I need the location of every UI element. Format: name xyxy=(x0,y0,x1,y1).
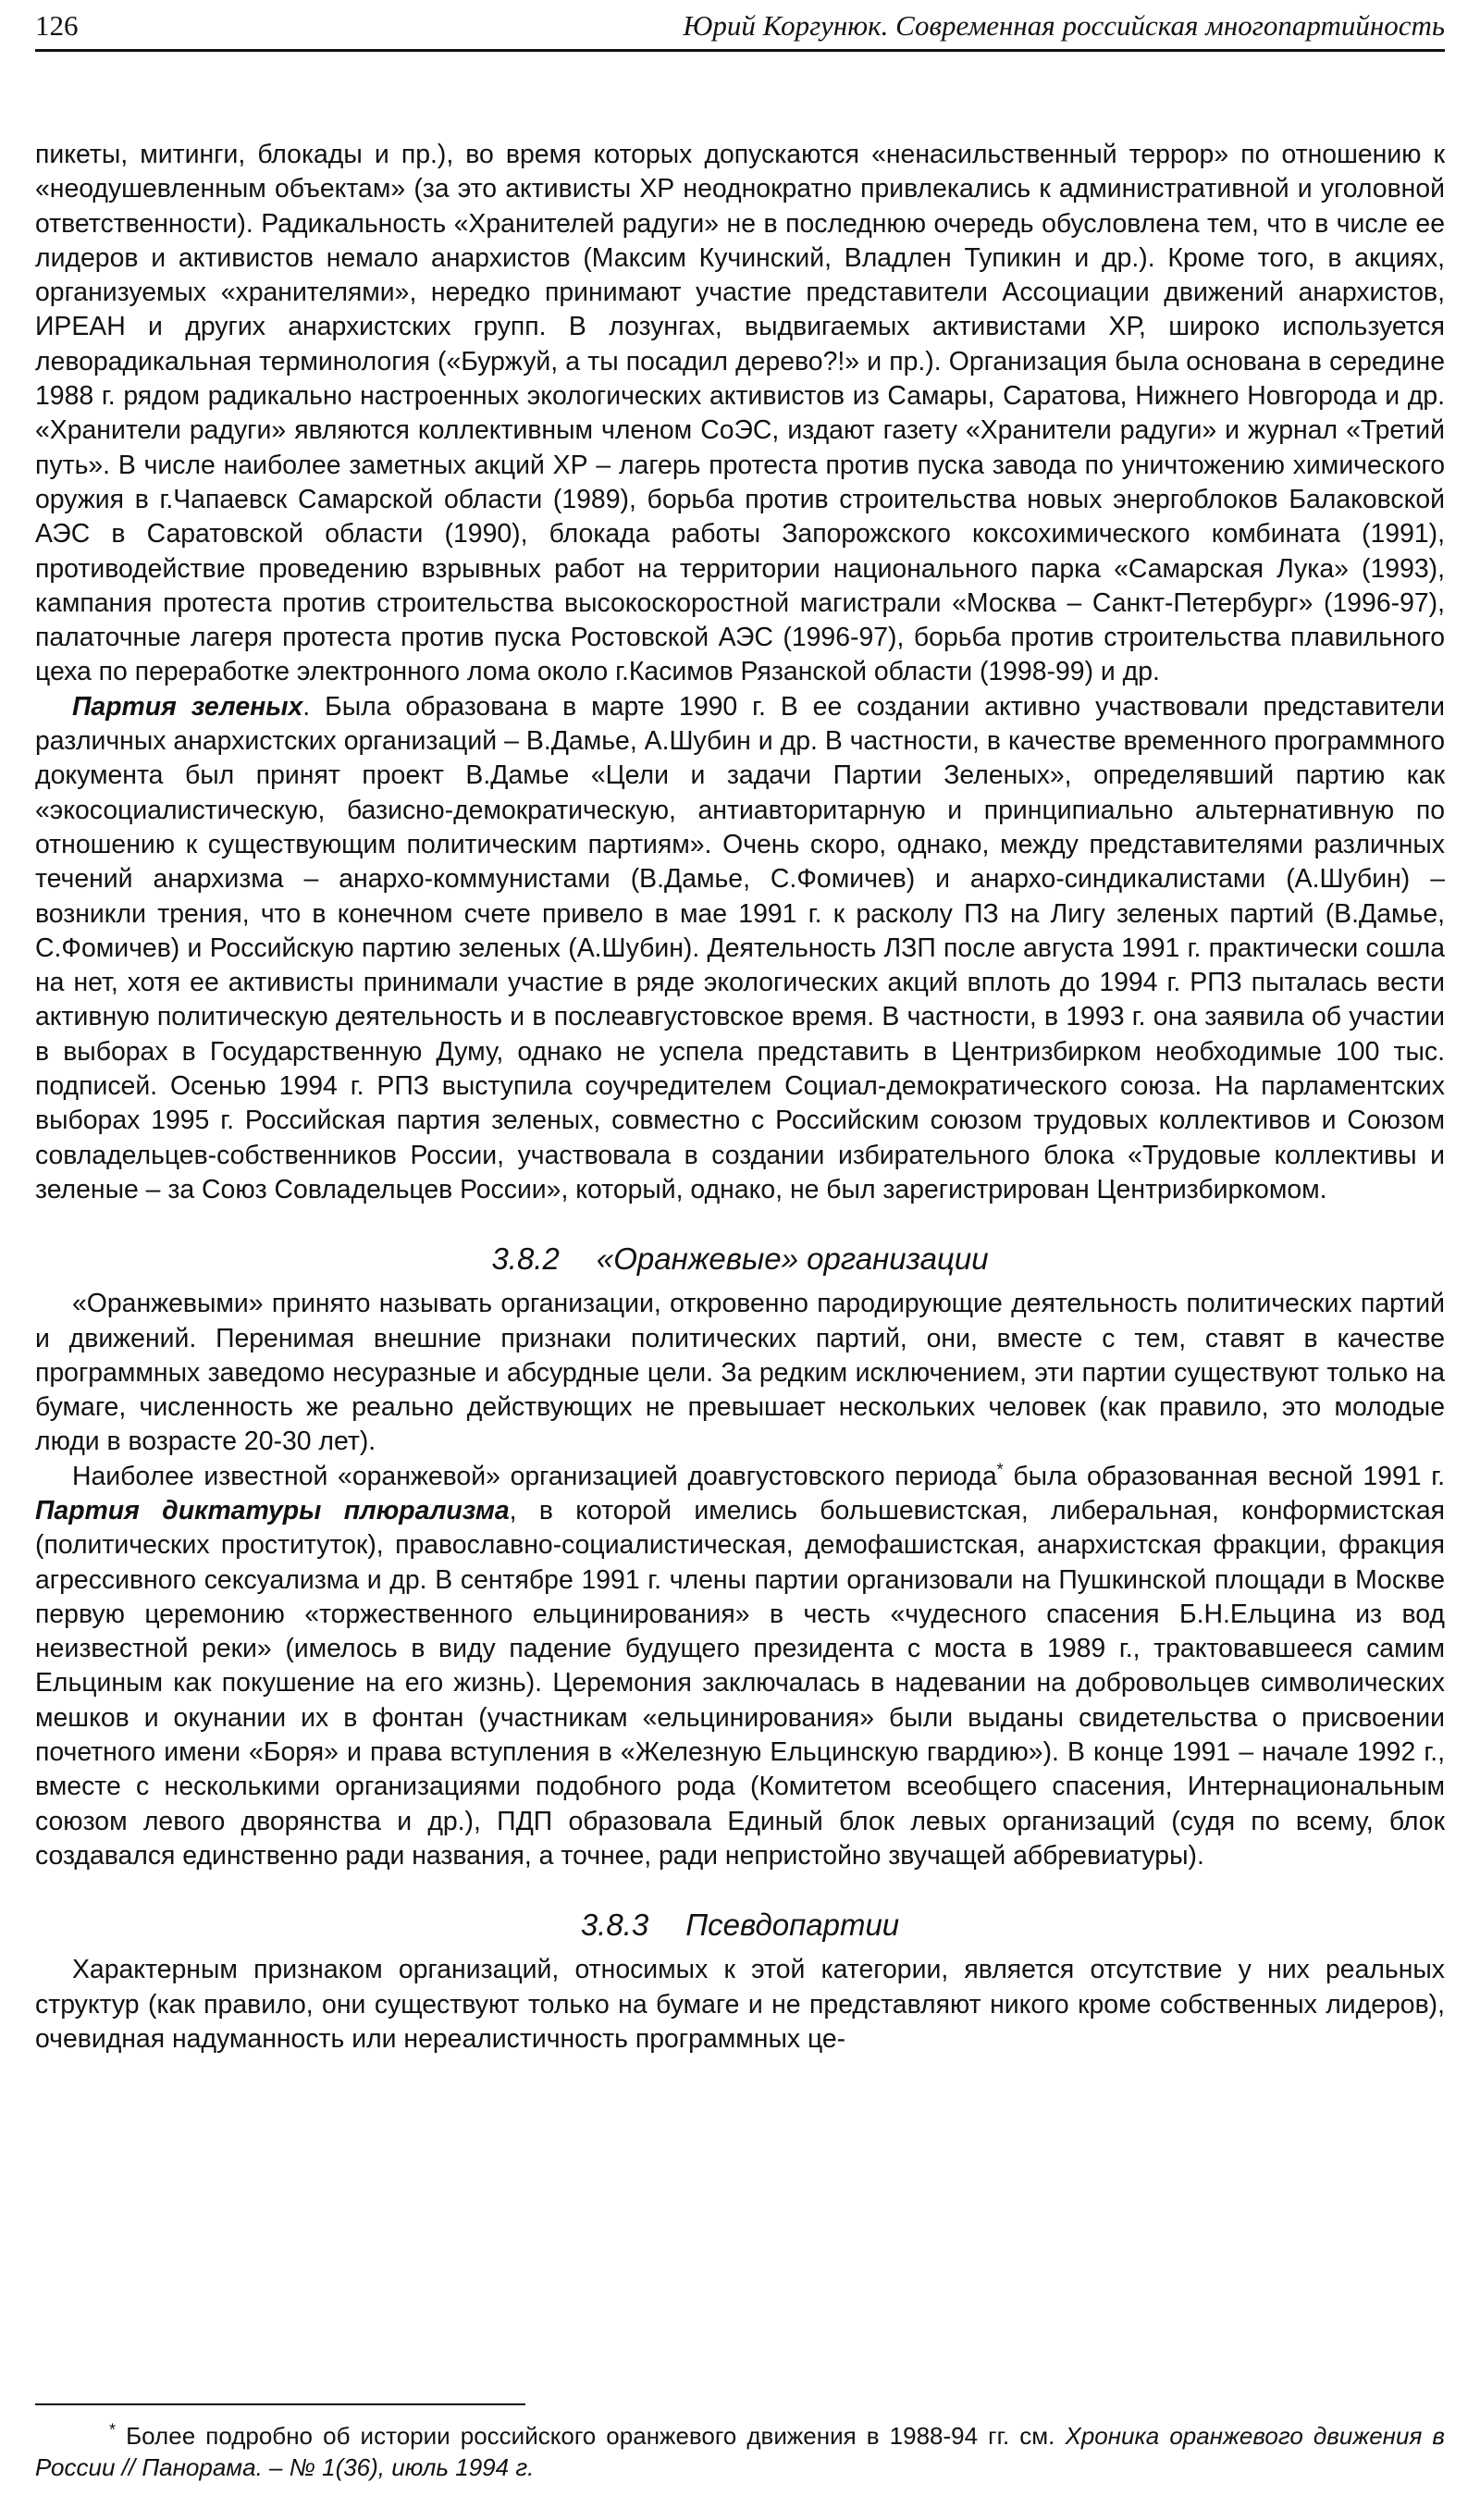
footnote-marker: * xyxy=(996,1460,1004,1479)
page-body xyxy=(35,138,1445,2057)
paragraph-rainbow-keepers xyxy=(35,138,1445,690)
paragraph-orange-intro xyxy=(35,1287,1445,1459)
paragraph-text: пикеты, митинги, блокады и пр.), во время которых допускаются «ненасильственный террор» по отношению к «неодушевленным объектам» (за это активисты ХР неоднократно привлекались к административной и уголовной ответственности). Радикальность «Хранителей радуги» не в последнюю очередь обусловлена тем, что в числе ее лидеров и активистов немало анархистов (Максим Кучинский, Владлен Тупикин и др.). Кроме того, в акциях, организуемых «хранителями», нередко принимают участие представители Ассоциации движений анархистов, ИРЕАН и других анархистских групп. В лозунгах, выдвигаемых активистами ХР, широко используется леворадикальная терминология («Буржуй, а ты посадил дерево?!» и пр.). Организация была основана в середине 1988 г. рядом радикально настроенных экологических активистов из Самары, Саратова, Нижнего Новгорода и др. «Хранители радуги» являются коллективным членом СоЭС, издают газету «Хранители радуги» и журнал «Третий путь». В числе наиболее заметных акций ХР – лагерь протеста против пуска завода по уничтожению химического оружия в г.Чапаевск Самарской области (1989), борьба против строительства новых энергоблоков Балаковской АЭС в Саратовской области (1990), блокада работы Запорожского коксохимического комбината (1991), противодействие проведению взрывных работ на территории национального парка «Самарская Лука» (1993), кампания протеста против строительства высокоскоростной магистрали «Москва – Санкт-Петербург» (1996-97), палаточные лагеря протеста против пуска Ростовской АЭС (1996-97), борьба против строительства плавильного цеха по переработке электронного лома около г.Касимов Рязанской области (1998-99) и др. xyxy=(35,140,1445,687)
section-title: «Оранжевые» организации xyxy=(596,1241,989,1277)
footnote-body: Более подробно об истории российского оранжевого движения в 1988-94 гг. см. xyxy=(116,2422,1066,2450)
page-number: 126 xyxy=(35,9,79,42)
paragraph-text: Наиболее известной «оранжевой» организацией доавгустовского периода xyxy=(72,1461,997,1491)
emphasis-party-name: Партия диктатуры плюрализма xyxy=(35,1495,510,1526)
section-heading-pseudoparties xyxy=(35,1907,1445,1944)
running-header xyxy=(35,9,1445,52)
paragraph-green-party xyxy=(35,690,1445,1207)
footnote xyxy=(35,2403,1445,2483)
footnote-marker: * xyxy=(109,2420,117,2440)
footnote-source: Хроника оранжевого движения в России // Панорама. – № 1(36), июль 1994 г. xyxy=(35,2422,1445,2481)
footnote-divider xyxy=(35,2403,525,2405)
section-heading-orange xyxy=(35,1241,1445,1278)
paragraph-pseudoparties xyxy=(35,1953,1445,2057)
running-title: Юрий Коргунюк. Современная российская многопартийность xyxy=(683,9,1445,42)
paragraph-text: Характерным признаком организаций, относимых к этой категории, является отсутствие у них реальных структур (как правило, они существуют только на бумаге и не представляют никого кроме собственных лидеров), очевидная надуманность или нереалистичность программных це- xyxy=(35,1955,1445,2054)
section-number: 3.8.2 xyxy=(491,1241,560,1277)
footnote-text xyxy=(35,2420,1445,2483)
paragraph-text: , в которой имелись большевистская, либеральная, конформистская (политических проституток), православно-социалистическая, демофашистская, анархистская фракции, фракция агрессивного сексуализма и др. В сентябре 1991 г. члены партии организовали на Пушкинской площади в Москве первую церемонию «торжественного ельцинирования» в честь «чудесного спасения Б.Н.Ельцина из вод неизвестной реки» (имелось в виду падение будущего президента с моста в 1989 г., трактовавшееся самим Ельциным как покушение на его жизнь). Церемония заключалась в надевании на добровольцев символических мешков и окунании их в фонтан (участникам «ельцинирования» были выданы свидетельства о присвоении почетного имени «Боря» и права вступления в «Железную Ельцинскую гвардию»). В конце 1991 – начале 1992 г., вместе с несколькими организациями подобного рода (Комитетом всеобщего спасения, Интернациональным союзом левого дворянства и др.), ПДП образовала Единый блок левых организаций (судя по всему, блок создавался единственно ради названия, а точнее, ради непристойно звучащей аббревиатуры). xyxy=(35,1495,1445,1871)
lead-term-green-party: Партия зеленых xyxy=(72,691,303,722)
section-number: 3.8.3 xyxy=(580,1908,649,1943)
section-title: Псевдопартии xyxy=(685,1908,900,1943)
paragraph-pluralism-party xyxy=(35,1460,1445,1874)
paragraph-text: . Была образована в марте 1990 г. В ее создании активно участвовали представители различных анархистских организаций – В.Дамье, А.Шубин и др. В частности, в качестве временного программного документа был принят проект В.Дамье «Цели и задачи Партии Зеленых», определявший партию как «экосоциалистическую, базисно-демократическую, антиавторитарную и принципиально альтернативную по отношению к существующим политическим партиям». Очень скоро, однако, между представителями различных течений анархизма – анархо-коммунистами (В.Дамье, С.Фомичев) и анархо-синдикалистами (А.Шубин) – возникли трения, что в конечном счете привело в мае 1991 г. к расколу ПЗ на Лигу зеленых партий (В.Дамье, С.Фомичев) и Российскую партию зеленых (А.Шубин). Деятельность ЛЗП после августа 1991 г. практически сошла на нет, хотя ее активисты принимали участие в ряде экологических акций вплоть до 1994 г. РПЗ пыталась вести активную политическую деятельность и в послеавгустовское время. В частности, в 1993 г. она заявила об участии в выборах в Государственную Думу, однако не успела представить в Центризбирком необходимые 100 тыс. подписей. Осенью 1994 г. РПЗ выступила соучредителем Социал-демократического союза. На парламентских выборах 1995 г. Российская партия зеленых, совместно с Российским союзом трудовых коллективов и Союзом совладельцев-собственников России, участвовала в создании избирательного блока «Трудовые коллективы и зеленые – за Союз Совладельцев России», который, однако, не был зарегистрирован Центризбиркомом. xyxy=(35,691,1445,1204)
paragraph-text: «Оранжевыми» принято называть организации, откровенно пародирующие деятельность политических партий и движений. Перенимая внешние признаки политических партий, они, вместе с тем, ставят в качестве программных заведомо несуразные и абсурдные цели. За редким исключением, эти партии существуют только на бумаге, численность же реально действующих не превышает нескольких человек (как правило, это молодые люди в возрасте 20-30 лет). xyxy=(35,1289,1445,1457)
paragraph-text: была образованная весной 1991 г. xyxy=(1003,1461,1445,1491)
